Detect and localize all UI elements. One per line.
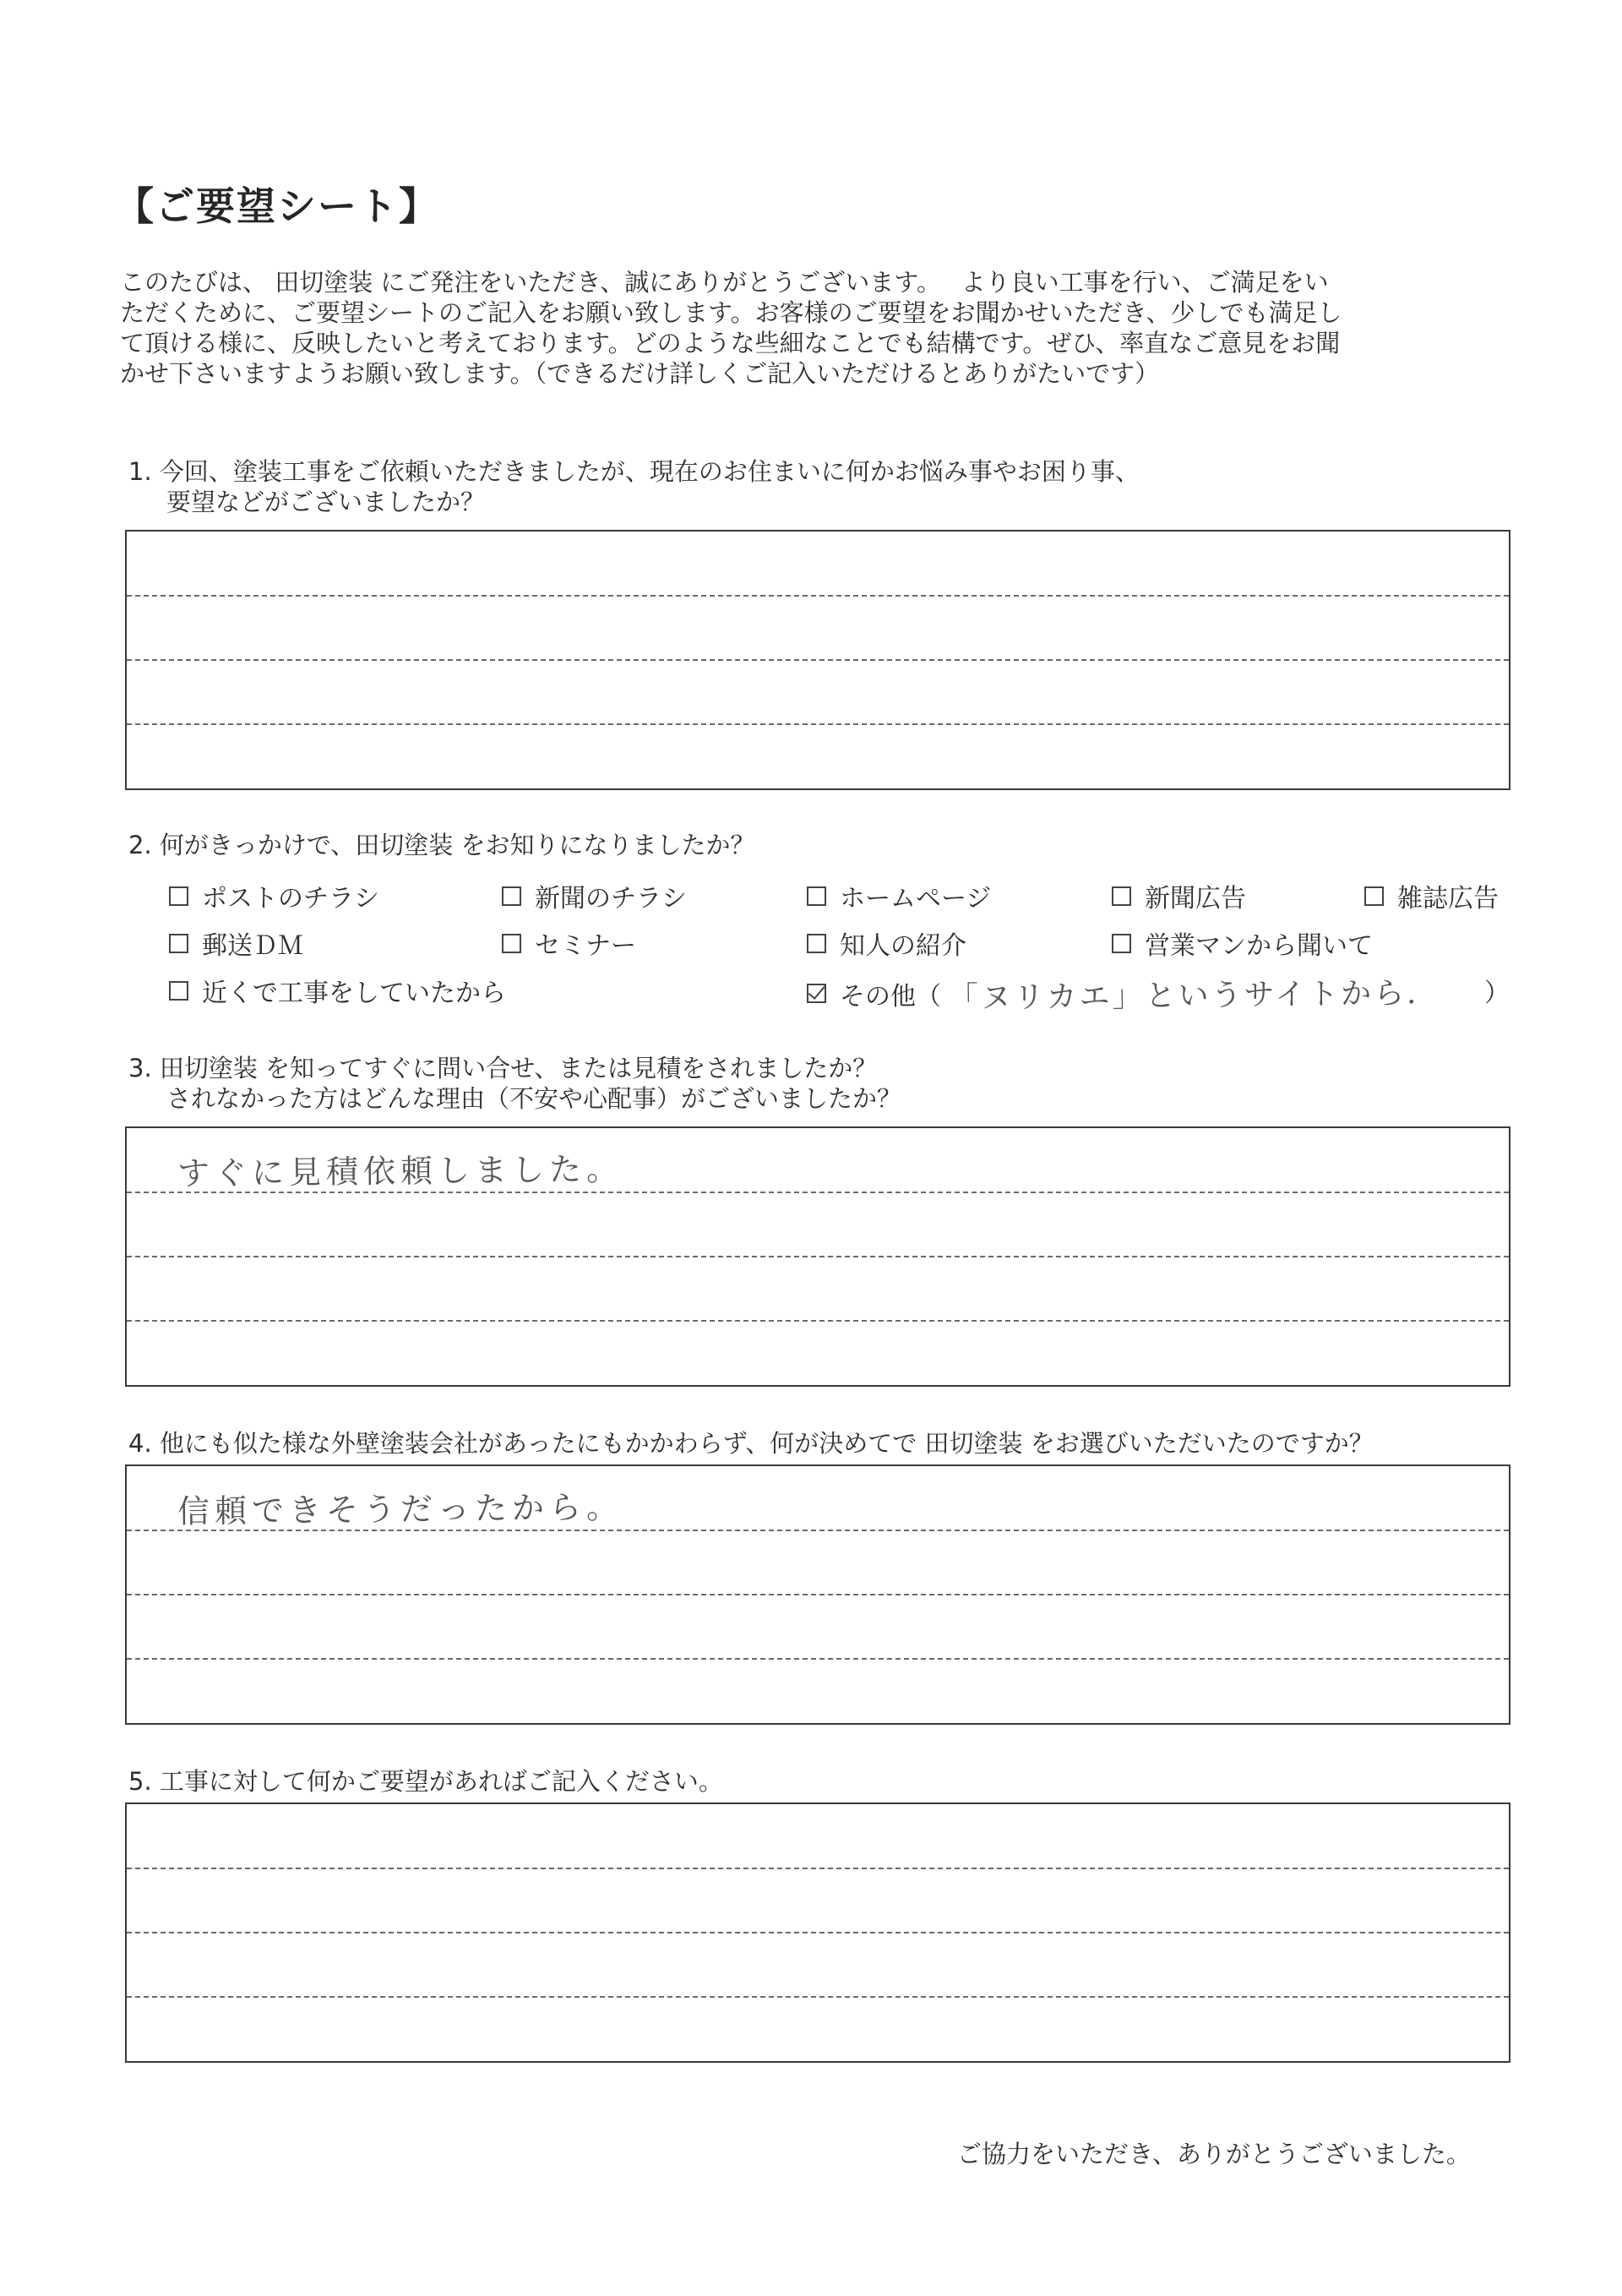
answer-box-1[interactable] bbox=[125, 530, 1510, 790]
question-1-line-1: 1. 今回、塗装工事をご依頼いただきましたが、現在のお住まいに何かお悩み事やお困り事、 bbox=[128, 457, 1140, 486]
intro-line: ただくために、ご要望シートのご記入をお願い致します。お客様のご要望をお聞かせいただき、少しでも満足し bbox=[120, 298, 1342, 327]
question-5-text: 5. 工事に対して何かご要望があればご記入ください。 bbox=[128, 1767, 723, 1796]
checkbox[interactable] bbox=[1112, 886, 1131, 906]
closing-thanks: ご協力をいただき、ありがとうございました。 bbox=[957, 2140, 1471, 2168]
question-2-text: 2. 何がきっかけで、田切塗装 をお知りになりましたか？ bbox=[128, 831, 755, 859]
sheet-title: 【ご要望シート】 bbox=[115, 183, 439, 229]
option-other[interactable] bbox=[807, 972, 1440, 1015]
option-label: 郵送ＤＭ bbox=[202, 931, 303, 961]
option-label: セミナー bbox=[535, 931, 636, 961]
option-direct-mail[interactable] bbox=[169, 924, 303, 962]
answer-line bbox=[127, 659, 1509, 661]
other-handwritten-text: 「ヌリカエ」というサイトから． bbox=[947, 975, 1440, 1017]
answer-line bbox=[127, 1996, 1509, 1998]
option-newspaper-flyer[interactable] bbox=[502, 877, 687, 914]
checkbox[interactable] bbox=[1112, 934, 1131, 953]
question-2 bbox=[128, 830, 755, 860]
option-label: 新聞広告 bbox=[1145, 884, 1246, 913]
answer-3-text: すぐに見積依頼しました。 bbox=[177, 1150, 624, 1192]
option-label: 営業マンから聞いて bbox=[1145, 931, 1373, 961]
option-nearby-construction[interactable] bbox=[169, 972, 506, 1009]
question-1-line-2: 要望などがございましたか？ bbox=[166, 488, 486, 516]
option-acquaintance[interactable] bbox=[807, 924, 966, 962]
option-label: 知人の紹介 bbox=[840, 931, 966, 961]
answer-line bbox=[127, 723, 1509, 725]
checkbox-checked[interactable] bbox=[807, 984, 826, 1003]
answer-4-text: 信頼できそうだったから。 bbox=[177, 1488, 624, 1530]
answer-box-5[interactable] bbox=[125, 1802, 1510, 2063]
option-label: ホームページ bbox=[840, 884, 992, 913]
answer-line bbox=[127, 1594, 1509, 1595]
answer-box-4[interactable] bbox=[125, 1464, 1510, 1725]
option-label: 雑誌広告 bbox=[1397, 884, 1499, 913]
intro-paragraph bbox=[120, 267, 1522, 389]
question-3 bbox=[128, 1053, 901, 1114]
intro-line: かせ下さいますようお願い致します。（できるだけ詳しくご記入いただけるとありがたいです） bbox=[120, 359, 1160, 388]
option-magazine-ad[interactable] bbox=[1364, 877, 1499, 914]
option-label: 新聞のチラシ bbox=[535, 884, 687, 913]
other-close-paren: ） bbox=[1484, 979, 1510, 1008]
checkbox[interactable] bbox=[807, 934, 826, 953]
option-label: 近くで工事をしていたから bbox=[202, 979, 506, 1008]
answer-box-3[interactable] bbox=[125, 1126, 1510, 1387]
question-4 bbox=[128, 1428, 1374, 1459]
intro-line: て頂ける様に、反映したいと考えております。どのような些細なことでも結構です。ぜひ、率直なご意見をお聞 bbox=[120, 329, 1341, 357]
answer-line bbox=[127, 1932, 1509, 1933]
question-3-line-1: 3. 田切塗装 を知ってすぐに問い合せ、または見積をされましたか？ bbox=[128, 1054, 878, 1083]
question-3-line-2: されなかった方はどんな理由（不安や心配事）がございましたか？ bbox=[166, 1084, 902, 1113]
option-newspaper-ad[interactable] bbox=[1112, 877, 1246, 914]
checkbox[interactable] bbox=[169, 886, 188, 906]
question-5 bbox=[128, 1766, 723, 1797]
intro-line: このたびは、 田切塗装 にご発注をいただき、誠にありがとうございます。 より良い工事を行い、ご満足をい bbox=[120, 268, 1329, 297]
checkbox[interactable] bbox=[169, 934, 188, 953]
checkbox[interactable] bbox=[502, 934, 521, 953]
option-homepage[interactable] bbox=[807, 877, 991, 914]
answer-line bbox=[127, 1658, 1509, 1660]
checkbox[interactable] bbox=[807, 886, 826, 906]
checkbox[interactable] bbox=[1364, 886, 1384, 906]
answer-line bbox=[127, 1868, 1509, 1869]
option-label: ポストのチラシ bbox=[202, 884, 379, 913]
question-4-text: 4. 他にも似た様な外壁塗装会社があったにもかかわらず、何が決めてで 田切塗装 をお選びいただいたのですか？ bbox=[128, 1429, 1374, 1458]
option-salesperson[interactable] bbox=[1112, 924, 1373, 962]
option-post-flyer[interactable] bbox=[169, 877, 379, 914]
option-label: その他（ bbox=[840, 981, 941, 1012]
answer-line bbox=[127, 595, 1509, 597]
answer-line bbox=[127, 1256, 1509, 1257]
question-1 bbox=[128, 456, 1140, 517]
checkbox[interactable] bbox=[169, 981, 188, 1001]
answer-line bbox=[127, 1320, 1509, 1322]
checkbox[interactable] bbox=[502, 886, 521, 906]
option-seminar[interactable] bbox=[502, 924, 636, 962]
